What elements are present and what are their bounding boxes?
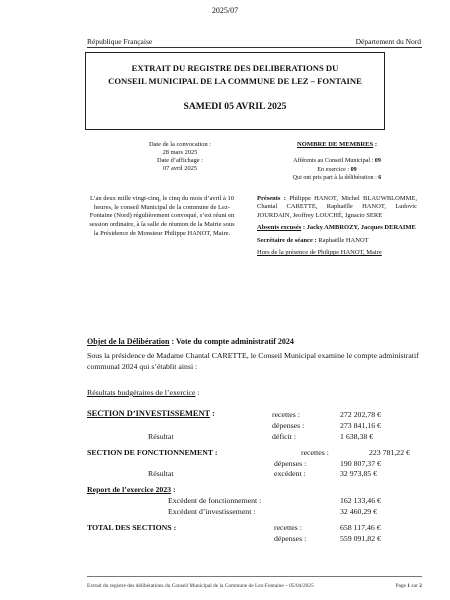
report-label: Report de l’exercice 2023 : xyxy=(87,485,176,494)
session-date: SAMEDI 05 AVRIL 2025 xyxy=(183,101,287,112)
invest-deficit-value: 1 638,38 € xyxy=(340,432,374,441)
members-afferents: Afférents au Conseil Municipal : 09 xyxy=(293,158,381,165)
fonct-depenses-label: dépenses : xyxy=(274,459,307,468)
report-fonct-value: 162 133,46 € xyxy=(340,496,381,505)
invest-resultat-label: Résultat xyxy=(148,432,174,441)
invest-depenses-label: dépenses : xyxy=(272,421,305,430)
members-heading: NOMBRE DE MEMBRES : xyxy=(296,141,378,148)
deliberation-paragraph: Sous la présidence de Madame Chantal CARETTE, le Conseil Municipal examine le compte administratif communal 2024 qui s’établit ainsi : xyxy=(87,351,419,371)
convocation-label: Date de la convocation : xyxy=(148,141,212,148)
fonct-excedent-value: 32 973,85 € xyxy=(340,469,378,478)
members-en-exercice: En exercice : 09 xyxy=(317,166,357,173)
page-footer xyxy=(87,583,422,589)
convocation-date: 28 mars 2025 xyxy=(162,149,198,156)
header-rule xyxy=(87,47,422,48)
footer-text: Extrait du registre des délibérations du Conseil Municipal de la Commune de Lez-Fontaine – 05/04/2025 xyxy=(87,583,314,589)
fonct-recettes-label: recettes : xyxy=(301,448,329,457)
members-block xyxy=(262,141,412,182)
fonct-excedent-label: excédent : xyxy=(274,469,306,478)
title-line-1: EXTRAIT DU REGISTRE DES DELIBERATIONS DU xyxy=(131,63,339,73)
report-invest-label: Excédent d’investissement : xyxy=(168,507,256,516)
hors-presence-line: Hors de la présence de Philippe HANOT, Maire xyxy=(257,249,382,257)
total-label: TOTAL DES SECTIONS : xyxy=(87,523,177,532)
intro-paragraph: L’an deux mille vingt-cinq, le cinq du mois d’avril à 10 heures, le conseil Municipal de la commune de Lez-Fontaine (Nord) régulièrement convoqué, s’est réuni en session ordinaire, à la salle de réunion de la Mairie sous la Présidence de Monsieur Philippe HANOT, Maire. xyxy=(89,195,235,237)
invest-recettes-label: recettes : xyxy=(272,410,300,419)
title-box xyxy=(85,52,385,130)
report-invest-value: 32 460,29 € xyxy=(340,507,378,516)
section-investissement-label: SECTION D’INVESTISSEMENT : xyxy=(87,409,215,418)
invest-deficit-label: déficit : xyxy=(272,432,297,441)
section-fonctionnement-label: SECTION DE FONCTIONNEMENT : xyxy=(87,448,218,457)
header-departement: Département du Nord xyxy=(355,37,421,46)
footer-rule xyxy=(87,576,422,577)
affichage-date: 07 avril 2025 xyxy=(162,165,198,172)
report-fonct-label: Excédent de fonctionnement : xyxy=(168,496,262,505)
members-votants: Qui ont pris part à la délibération : 6 xyxy=(292,174,382,181)
document-reference: 2025/07 xyxy=(211,6,239,15)
absent-line: Absents excusés : Jacky AMBROZY, Jacques DERAIME xyxy=(257,224,416,232)
header-republique: République Française xyxy=(87,37,153,46)
total-recettes-label: recettes : xyxy=(274,523,302,532)
total-recettes-value: 658 117,46 € xyxy=(340,523,381,532)
invest-depenses-value: 273 841,16 € xyxy=(340,421,381,430)
total-depenses-label: dépenses : xyxy=(274,534,307,543)
results-heading: Résultats budgétaires de l’exercice : xyxy=(87,388,200,397)
fonct-recettes-value: 223 781,22 € xyxy=(369,448,410,457)
deliberation-object: Objet de la Délibération : Vote du compte administratif 2024 xyxy=(87,337,294,346)
total-depenses-value: 559 091,82 € xyxy=(340,534,381,543)
fonct-resultat-label: Résultat xyxy=(148,469,174,478)
title-line-2: CONSEIL MUNICIPAL DE LA COMMUNE DE LEZ – FONTAINE xyxy=(108,75,362,86)
secretary-line: Secrétaire de séance : Raphaëlle HANOT xyxy=(257,236,369,244)
affichage-label: Date d’affichage : xyxy=(156,157,203,164)
convocation-block xyxy=(105,141,255,173)
invest-recettes-value: 272 202,78 € xyxy=(340,410,381,419)
attendance-block xyxy=(257,195,417,261)
present-line: Présents : Philippe HANOT, Michel BLAUWBLOMME, Chantal CARETTE, Raphaëlle HANOT, Ludovic JOURDAIN, Jeoffrey LOUCHÉ, Ignacio SERE xyxy=(257,195,417,219)
fonct-depenses-value: 190 807,37 € xyxy=(340,459,381,468)
page-number: Page 1 sur 2 xyxy=(395,583,422,589)
